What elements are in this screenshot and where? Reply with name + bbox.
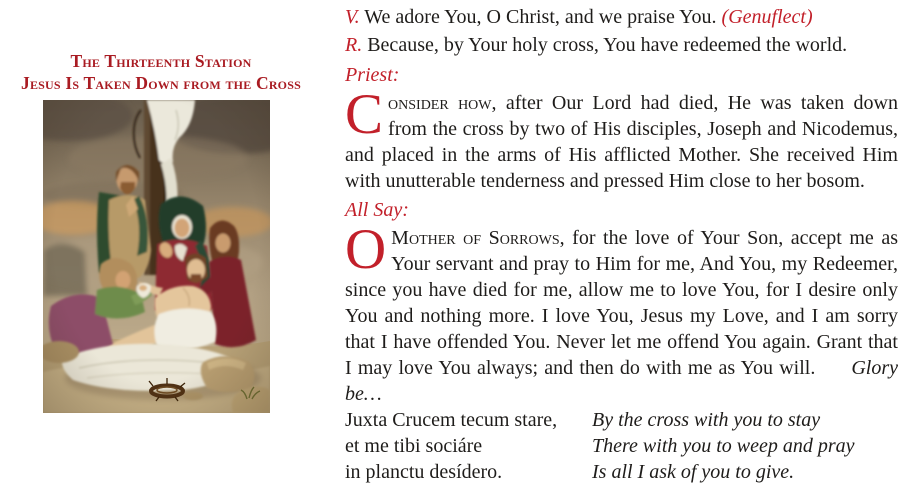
hymn-verse	[345, 407, 898, 485]
station-title-line1: The Thirteenth Station	[70, 51, 252, 71]
all-say-text: , for the love of Your Son, accept me as Your servant and pray to Him for me, And You, my Redeemer, since you have died for me, allow me to love You, for I desire only You and nothing more. I love You, Jesus my Love, and I am sorry that I have offended You. Never let me offend You again. Grant that I may love You always; and then do with me as You will.	[345, 227, 898, 379]
response-line	[345, 32, 898, 60]
hymn-latin-line: Juxta Crucem tecum stare,	[345, 409, 558, 431]
left-column	[0, 0, 322, 497]
glory-be: Glory be…	[345, 357, 898, 405]
versicle-label: V.	[345, 6, 360, 28]
station-title-line2: Jesus Is Taken Down from the Cross	[21, 73, 301, 93]
station-artwork	[43, 100, 270, 413]
versicle-text: We adore You, O Christ, and we praise You.	[364, 6, 717, 28]
prayer-column	[345, 4, 898, 485]
hymn-english-line: There with you to weep and pray	[592, 435, 855, 457]
hymn-latin-line: et me tibi sociáre	[345, 435, 483, 457]
hymn-latin-line: in planctu desídero.	[345, 461, 503, 483]
priest-prayer	[345, 83, 898, 194]
all-say-label: All Say:	[345, 199, 409, 221]
hymn-english	[592, 407, 855, 485]
station-title	[2, 50, 320, 94]
priest-prayer-text: , after Our Lord had died, He was taken down from the cross by two of His disciples, Joseph and Nicodemus, and placed in the arms of His afflicted Mother. She received Him with unutterable tenderness and pressed Him close to her bosom.	[345, 92, 898, 192]
dropcap-c: C	[345, 83, 384, 146]
response-label: R.	[345, 33, 363, 56]
all-say-opening: Mother of Sorrows	[391, 227, 560, 249]
hymn-latin	[345, 407, 592, 485]
hymn-english-line: By the cross with you to stay	[592, 409, 821, 431]
response-text: Because, by Your holy cross, You have redeemed the world.	[367, 33, 848, 56]
versicle-line	[345, 4, 898, 32]
dropcap-o: O	[345, 218, 387, 281]
priest-prayer-opening: onsider how	[388, 92, 492, 114]
genuflect-rubric: (Genuflect)	[721, 6, 813, 28]
priest-label: Priest:	[345, 64, 400, 86]
all-say-prayer	[345, 218, 898, 407]
vignette	[43, 100, 270, 413]
hymn-english-line: Is all I ask of you to give.	[592, 461, 795, 483]
